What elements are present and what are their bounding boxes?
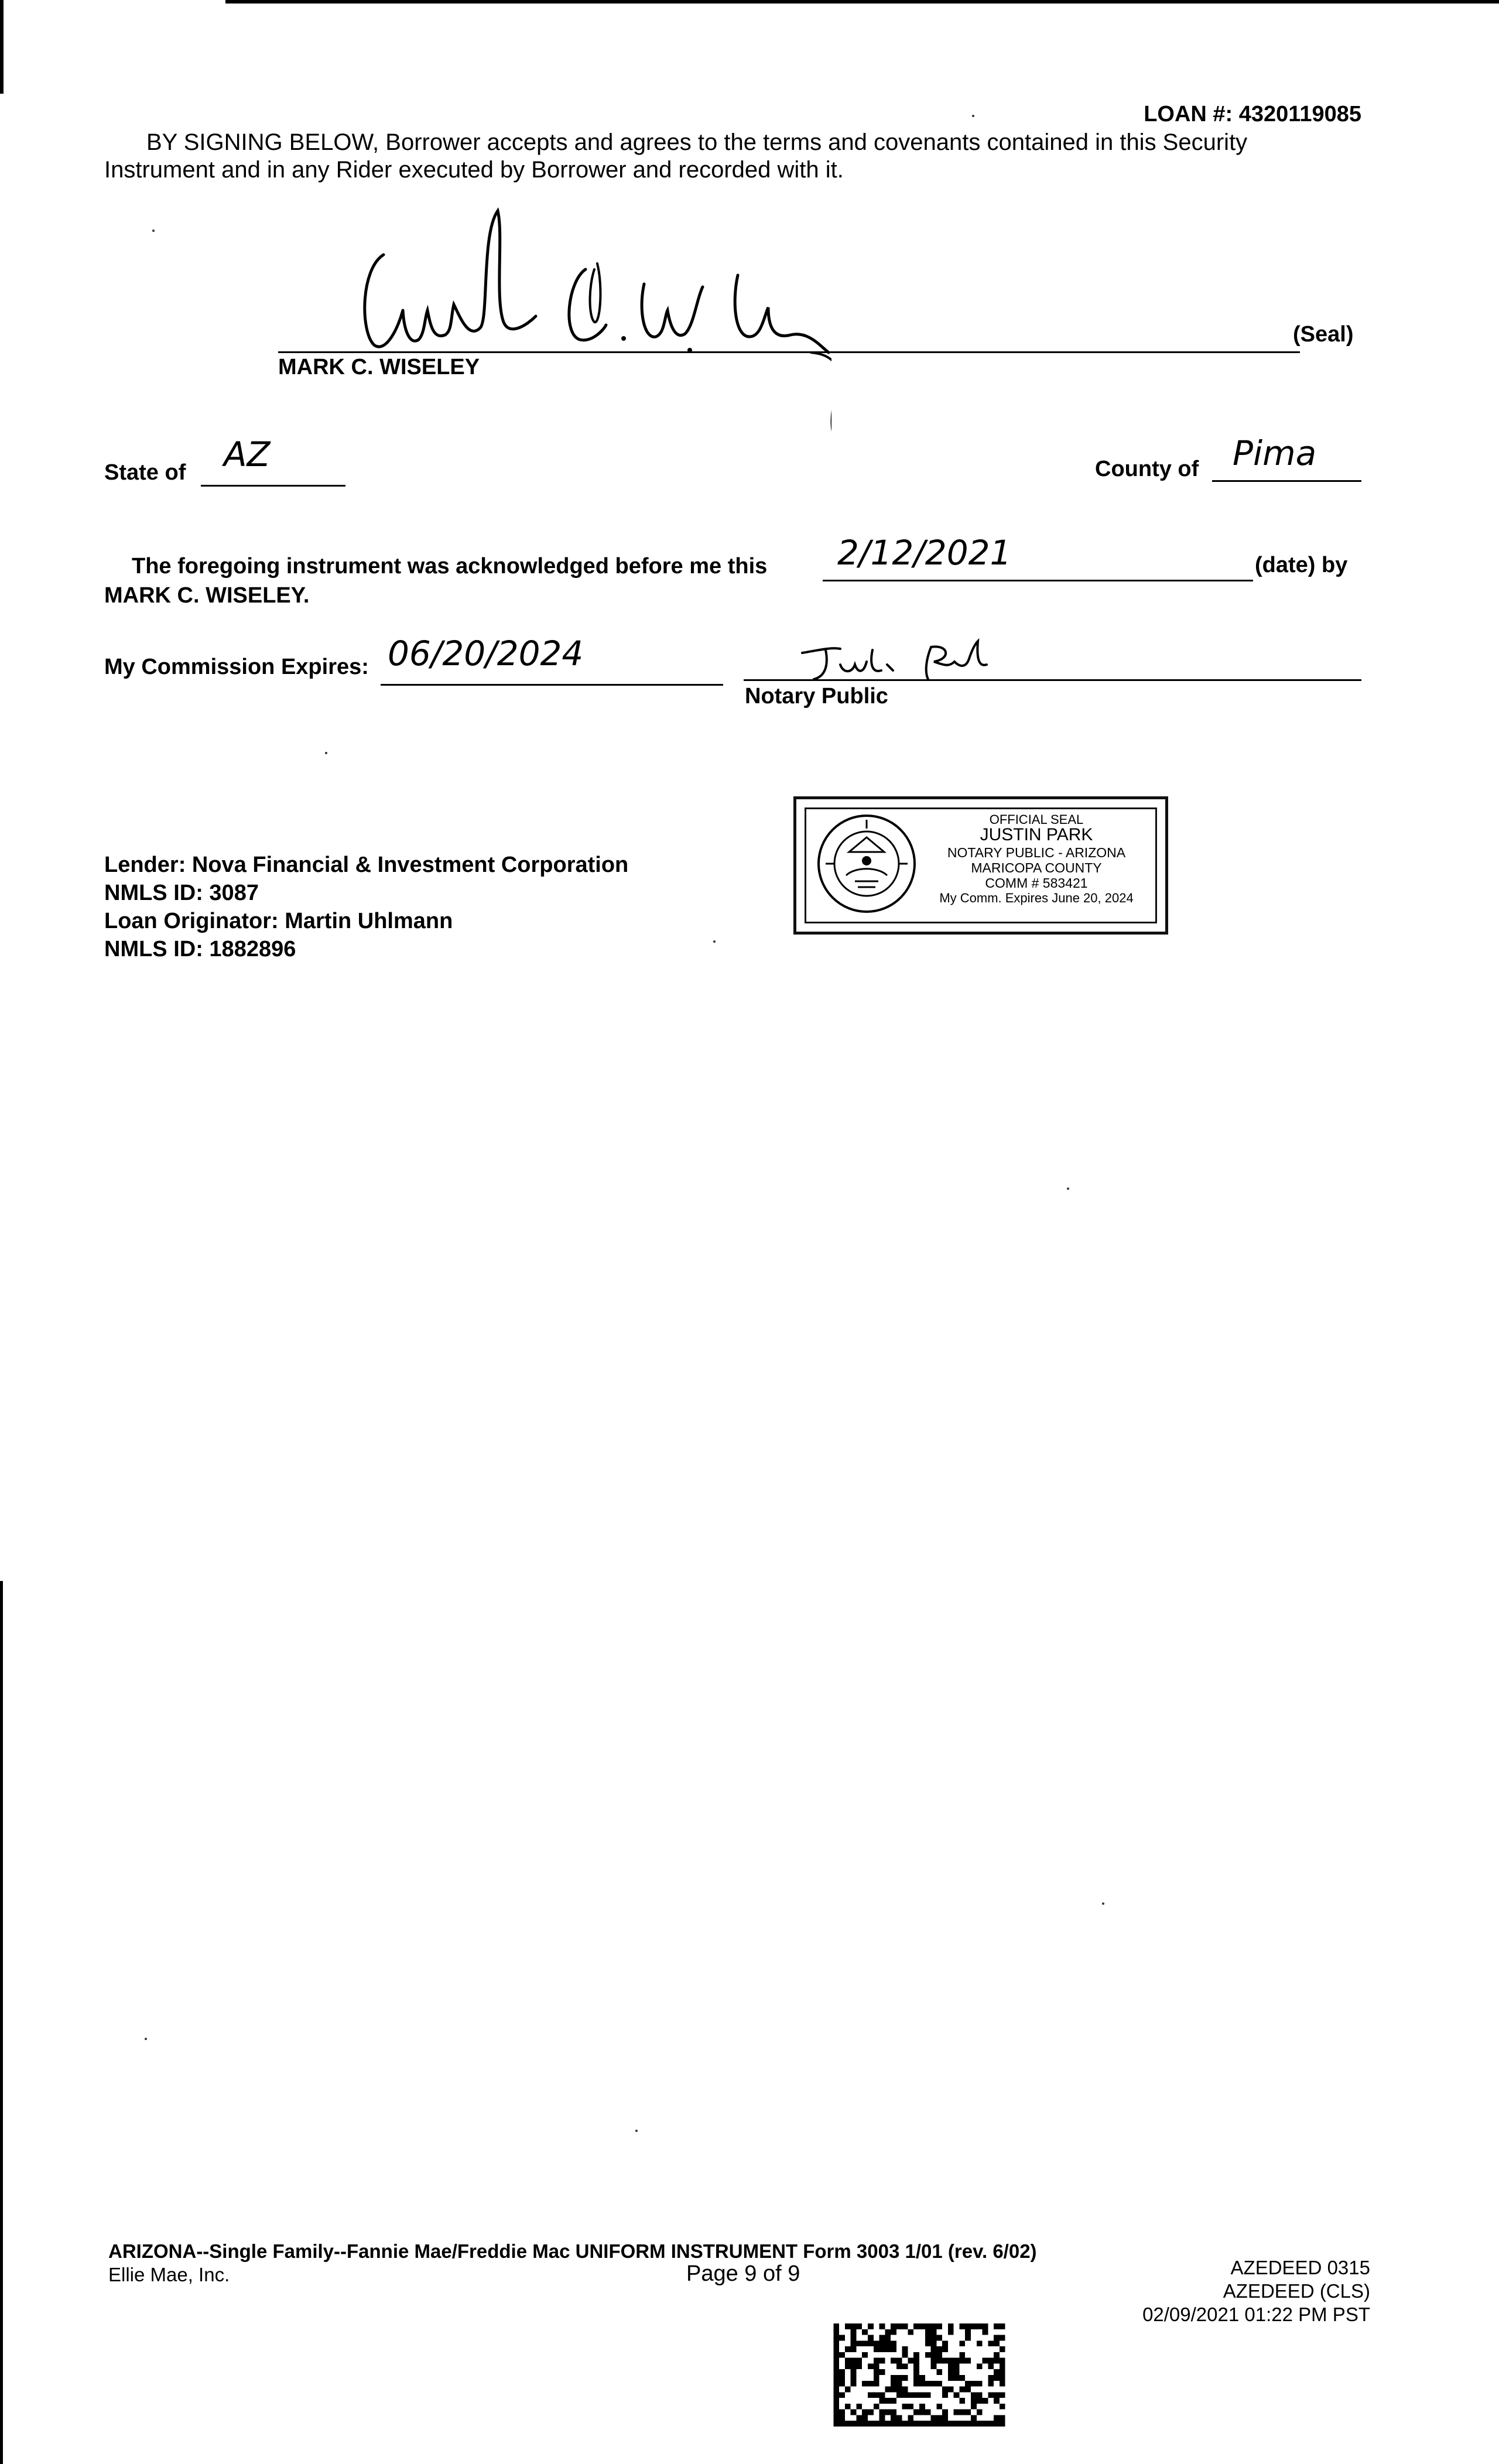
stamp-commission-number: COMM # 583421 [985, 875, 1088, 891]
county-line [1212, 480, 1361, 482]
signing-statement-line2: Instrument and in any Rider executed by Borrower and recorded with it. [104, 157, 844, 183]
footer-code1: AZEDEED 0315 [1230, 2257, 1370, 2278]
notary-signature-line [744, 679, 1361, 681]
borrower-name: MARK C. WISELEY [278, 355, 480, 379]
stamp-notary-name: JUSTIN PARK [980, 825, 1093, 844]
scan-speck [1102, 1902, 1104, 1905]
originator-nmls: NMLS ID: 1882896 [104, 937, 296, 961]
footer-page-number: Page 9 of 9 [686, 2261, 800, 2286]
scan-speck [713, 940, 716, 943]
signing-statement-line1: BY SIGNING BELOW, Borrower accepts and agrees to the terms and covenants contained in this Security [146, 129, 1248, 155]
scan-speck [152, 230, 155, 232]
lender-nmls: NMLS ID: 3087 [104, 881, 259, 905]
commission-label: My Commission Expires: [104, 655, 369, 679]
state-value: AZ [224, 434, 271, 474]
acknowledged-text: The foregoing instrument was acknowledged before me this [132, 554, 768, 579]
acknowledged-name: MARK C. WISELEY. [104, 583, 310, 608]
state-line [201, 485, 345, 487]
scan-edge-left [0, 0, 4, 94]
stamp-county: MARICOPA COUNTY [971, 860, 1102, 875]
footer-timestamp: 02/09/2021 01:22 PM PST [1142, 2304, 1370, 2325]
loan-number: LOAN #: 4320119085 [1144, 102, 1361, 126]
footer-vendor: Ellie Mae, Inc. [108, 2264, 230, 2285]
scan-speck [972, 115, 974, 117]
seal-label: (Seal) [1293, 322, 1354, 347]
county-label: County of [1095, 457, 1199, 481]
county-value: Pima [1233, 433, 1317, 473]
notary-signature [785, 638, 1007, 685]
stamp-notary-title: NOTARY PUBLIC - ARIZONA [947, 845, 1126, 860]
acknowledged-date-line [823, 580, 1253, 581]
footer-form-line: ARIZONA--Single Family--Fannie Mae/Freddie Mac UNIFORM INSTRUMENT Form 3003 1/01 (rev. 6/02) [108, 2240, 1037, 2262]
notary-stamp [793, 796, 1168, 935]
scan-speck [145, 2038, 147, 2040]
scan-edge-left-lower [0, 1581, 3, 2464]
commission-line [381, 684, 723, 686]
acknowledged-date: 2/12/2021 [837, 533, 1012, 573]
loan-originator: Loan Originator: Martin Uhlmann [104, 909, 453, 933]
scan-speck [1067, 1187, 1069, 1190]
date-by-label: (date) by [1255, 553, 1348, 577]
notary-label: Notary Public [745, 684, 888, 709]
footer-code2: AZEDEED (CLS) [1223, 2280, 1370, 2302]
arizona-state-seal-icon [814, 811, 919, 916]
stamp-official-seal: OFFICIAL SEAL [989, 812, 1084, 827]
scan-speck [325, 752, 327, 754]
scan-edge-top [225, 0, 1499, 4]
commission-value: 06/20/2024 [388, 634, 584, 673]
borrower-signature-line [278, 351, 1300, 353]
state-label: State of [104, 460, 186, 485]
scan-speck [635, 2130, 638, 2132]
barcode-icon [831, 2323, 1007, 2427]
lender-name: Lender: Nova Financial & Investment Corporation [104, 853, 629, 877]
stamp-commission-expiry: My Comm. Expires June 20, 2024 [939, 891, 1134, 905]
borrower-signature [328, 199, 831, 457]
